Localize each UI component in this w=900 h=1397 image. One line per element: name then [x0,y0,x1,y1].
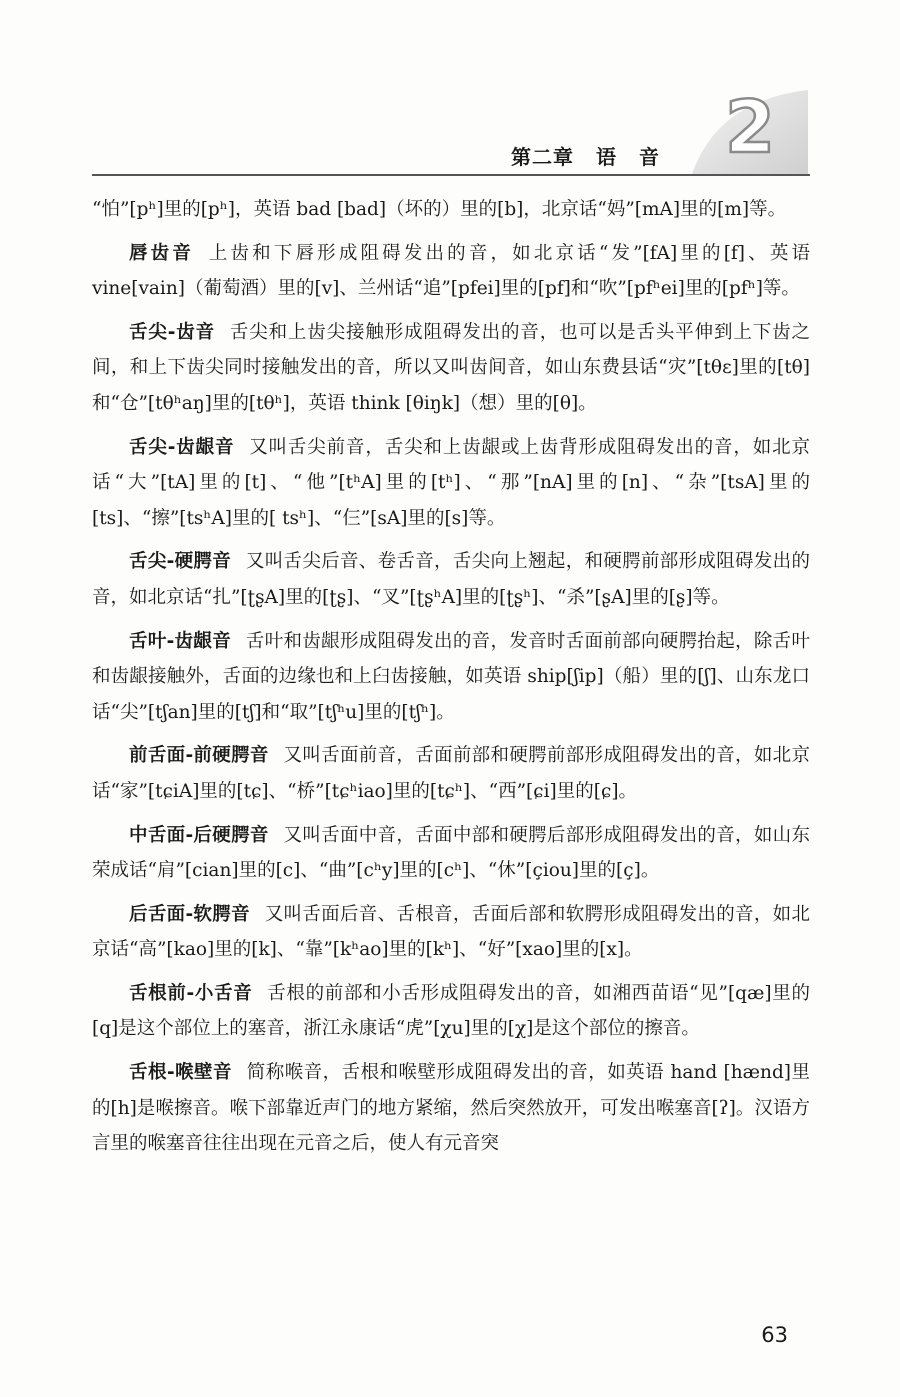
paragraph [92,1055,810,1162]
paragraph-text: 又叫舌尖前音，舌尖和上齿龈或上齿背形成阻碍发出的音，如北京话“大”[tA]里的[t]、“他”[tʰA]里的[tʰ]、“那”[nA]里的[n]、“杂”[tsA]里的[ts]、“擦”[tsʰA]里的[ tsʰ]、“仨”[sA]里的[s]等。 [92,436,810,529]
paragraph [92,976,810,1047]
term-heading: 舌叶-齿龈音 [129,630,232,652]
term-heading: 舌根前-小舌音 [129,982,253,1004]
paragraph [92,430,810,537]
paragraph [92,236,810,307]
paragraph [92,818,810,889]
term-heading: 唇齿音 [129,242,195,264]
term-heading: 舌尖-齿音 [129,321,216,343]
paragraph-text: 又叫舌面后音、舌根音，舌面后部和软腭形成阻碍发出的音，如北京话“高”[kao]里的[k]、“靠”[kʰao]里的[kʰ]、“好”[xao]里的[x]。 [92,903,810,961]
paragraph-text: 舌根的前部和小舌形成阻碍发出的音，如湘西苗语“见”[qæ]里的[q]是这个部位上的塞音，浙江永康话“虎”[χu]里的[χ]是这个部位的擦音。 [92,982,810,1040]
paragraph [92,315,810,422]
paragraph [92,897,810,968]
paragraph-text: “怕”[pʰ]里的[pʰ]，英语 bad [bad]（坏的）里的[b]，北京话“妈”[mA]里的[m]等。 [92,199,787,220]
body-text [92,192,810,1170]
term-heading: 前舌面-前硬腭音 [129,745,269,767]
chapter-number-badge [678,70,808,174]
chapter-heading [511,141,660,170]
paragraph [92,544,810,615]
paragraph-text: 上齿和下唇形成阻碍发出的音，如北京话“发”[fA]里的[f]、英语 vine[vain]（葡萄酒）里的[v]、兰州话“追”[pfei]里的[pf]和“吹”[pfʰei]里的[pfʰ]等。 [92,242,810,300]
paragraph [92,192,810,228]
paragraph-text: 又叫舌面中音，舌面中部和硬腭后部形成阻碍发出的音，如山东荣成话“肩”[cian]里的[c]、“曲”[cʰy]里的[cʰ]、“休”[çiou]里的[ç]。 [92,824,810,882]
term-heading: 后舌面-软腭音 [129,903,250,925]
chapter-number: 2 [724,85,776,169]
paragraph-text: 又叫舌尖后音、卷舌音，舌尖向上翘起，和硬腭前部形成阻碍发出的音，如北京话“扎”[ʈʂA]里的[ʈʂ]、“叉”[ʈʂʰA]里的[ʈʂʰ]、“杀”[ʂA]里的[ʂ]等。 [92,551,810,608]
paragraph-text: 舌叶和齿龈形成阻碍发出的音，发音时舌面前部向硬腭抬起，除舌叶和齿龈接触外，舌面的边缘也和上臼齿接触，如英语 ship[ʃip]（船）里的[ʃ]、山东龙口话“尖”[tʃan]里的[tʃ]和“取”[tʃʰu]里的[tʃʰ]。 [92,630,810,723]
paragraph-text: 舌尖和上齿尖接触形成阻碍发出的音，也可以是舌头平伸到上下齿之间，和上下齿尖同时接触发出的音，所以又叫齿间音，如山东费县话“灾”[tθɛ]里的[tθ]和“仓”[tθʰaŋ]里的[tθʰ]，英语 think [θiŋk]（想）里的[θ]。 [92,321,810,414]
running-header [92,70,810,180]
chapter-title-part2: 音 [639,145,660,169]
paragraph [92,624,810,731]
paragraph-text: 又叫舌面前音，舌面前部和硬腭前部形成阻碍发出的音，如北京话“家”[tɕiA]里的[tɕ]、“桥”[tɕʰiao]里的[tɕʰ]、“西”[ɕi]里的[ɕ]。 [92,745,810,802]
page-number: 63 [761,1323,788,1347]
paragraph-text: 简称喉音，舌根和喉壁形成阻碍发出的音，如英语 hand [hænd]里的[h]是喉擦音。喉下部靠近声门的地方紧缩，然后突然放开，可发出喉塞音[ʔ]。汉语方言里的喉塞音往往出现在元音之后，使人有元音突 [92,1062,810,1155]
term-heading: 舌尖-硬腭音 [129,551,232,573]
term-heading: 中舌面-后硬腭音 [129,824,269,846]
term-heading: 舌根-喉壁音 [129,1062,232,1084]
chapter-label: 第二章 [511,145,574,169]
header-rule [92,174,810,176]
chapter-title-part1: 语 [596,145,617,169]
term-heading: 舌尖-齿龈音 [129,436,235,458]
paragraph [92,738,810,809]
